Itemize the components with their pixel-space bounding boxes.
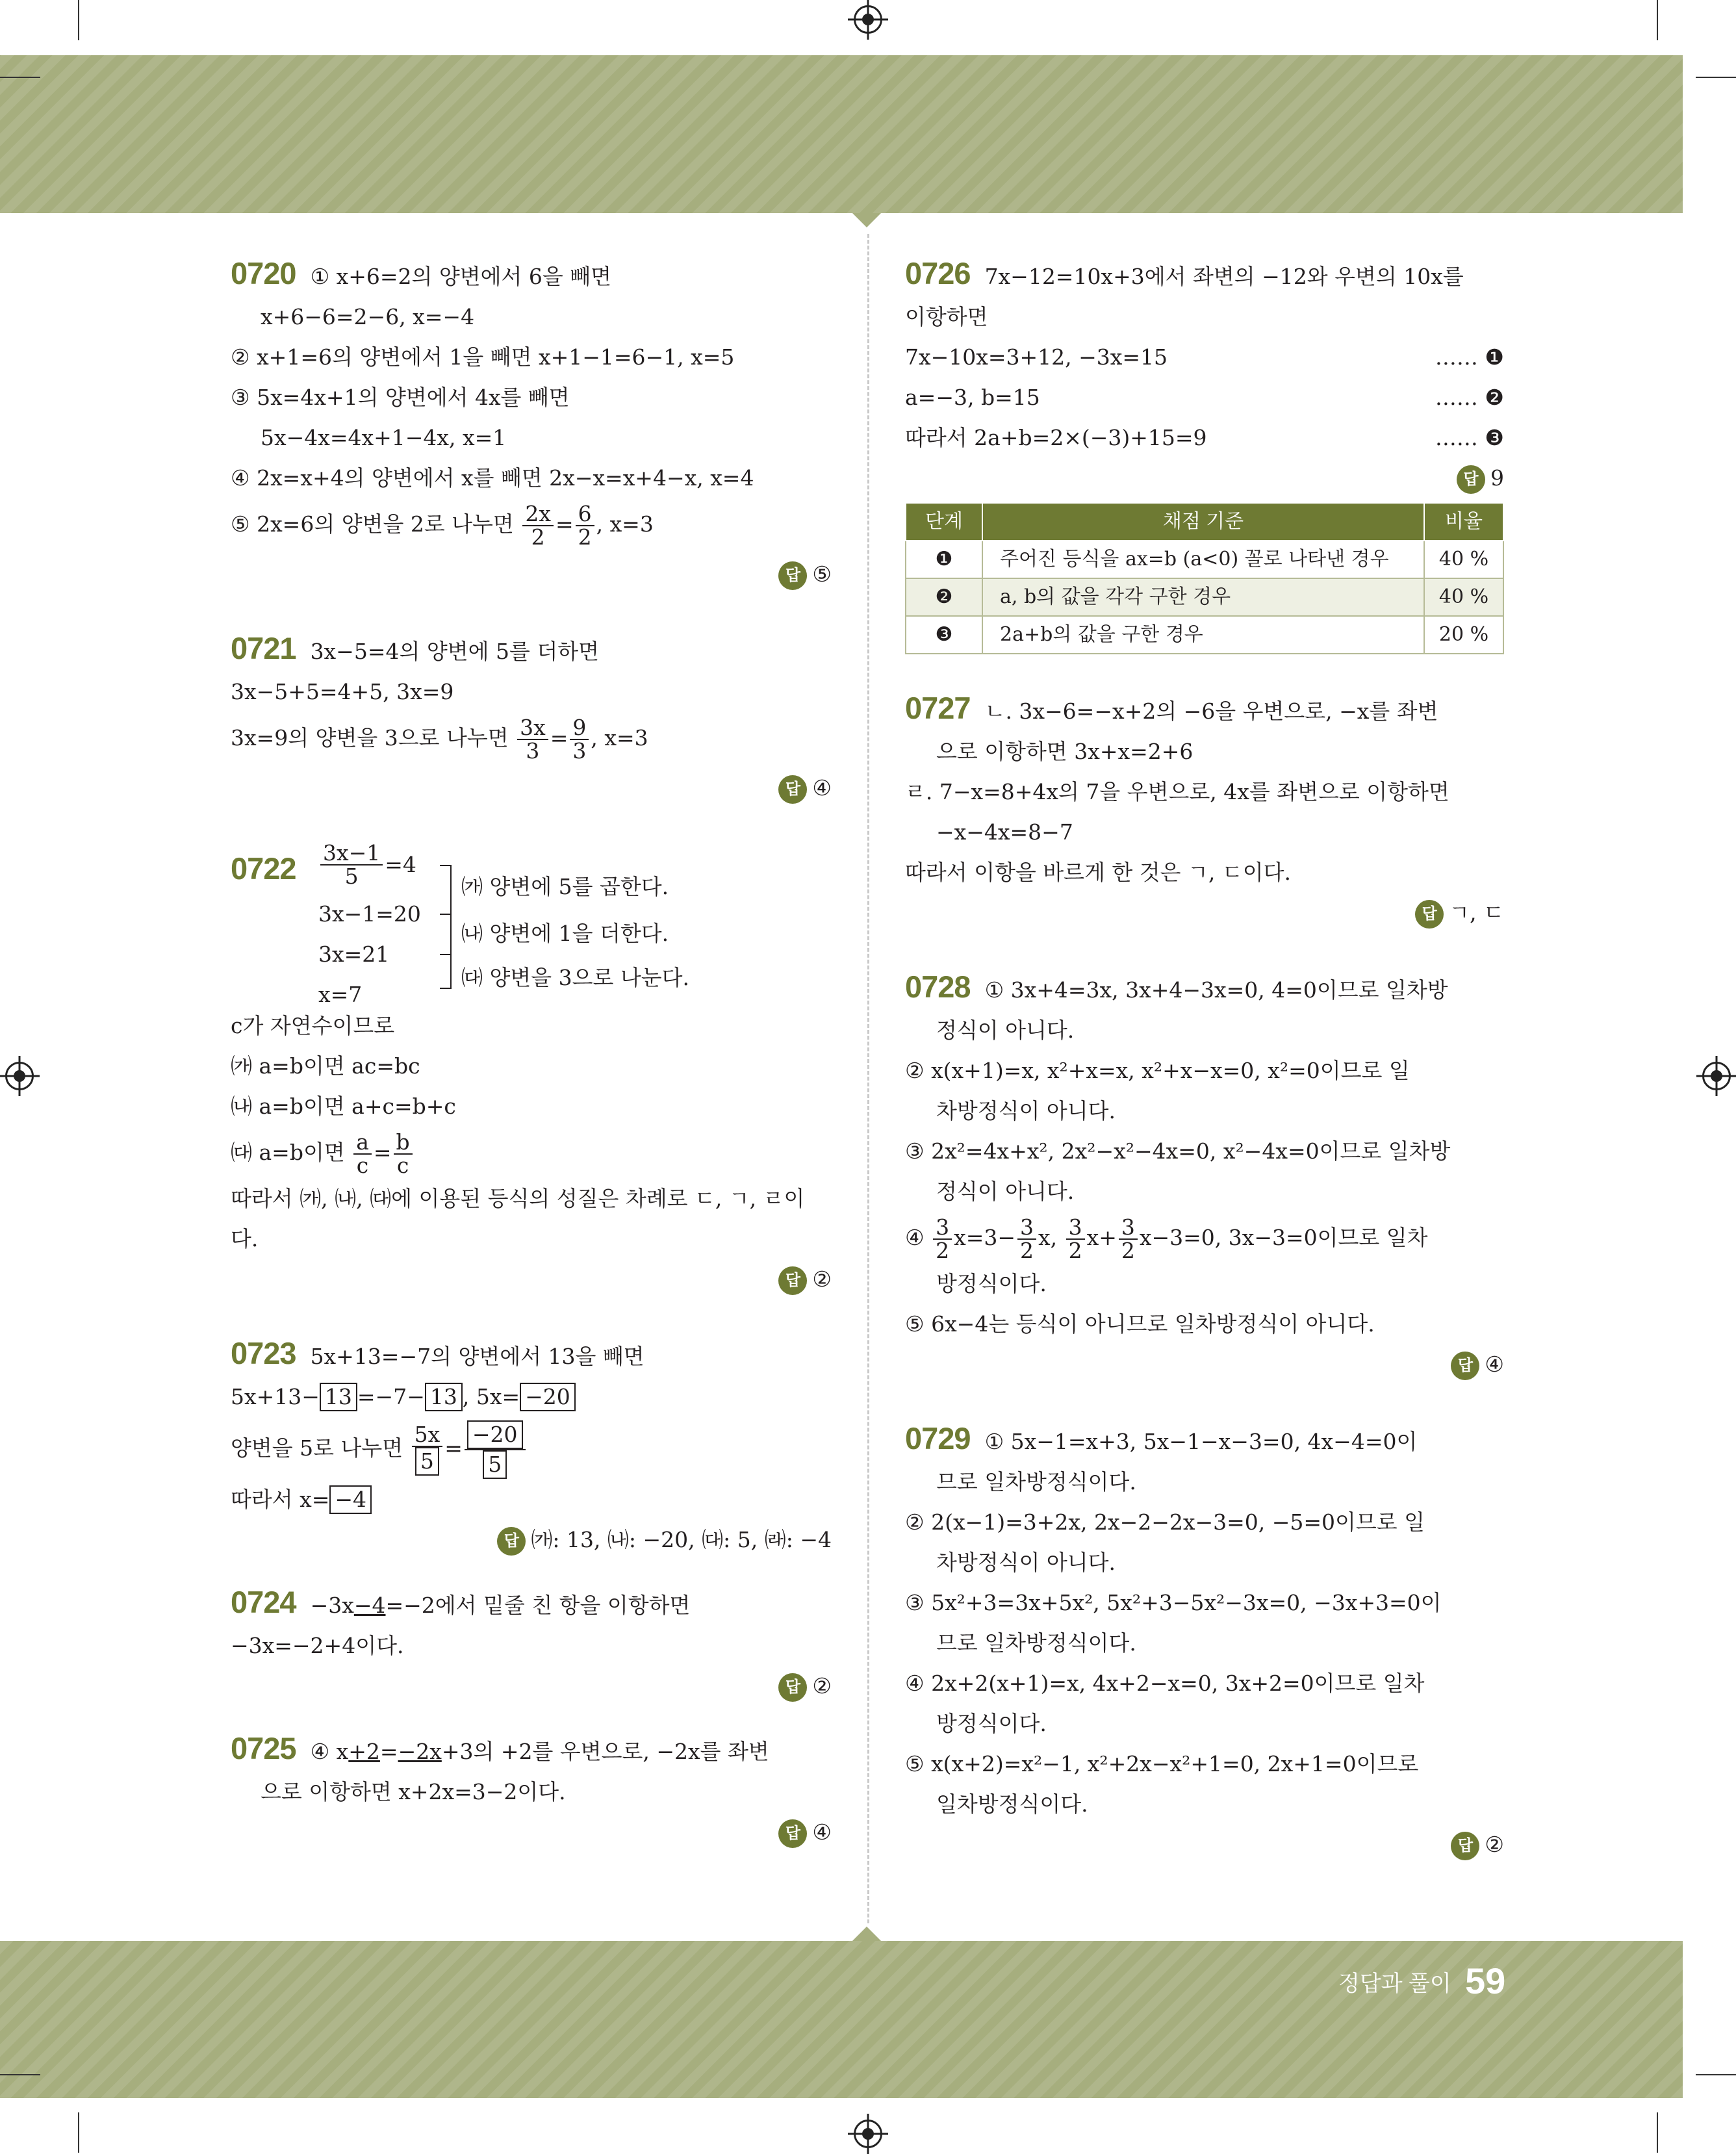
answer-value: ② (1485, 1832, 1504, 1857)
arrow-line (440, 954, 452, 955)
problem-number: 0728 (905, 969, 971, 1004)
solution-line: 3x−5=4의 양변에 5를 더하면 (310, 639, 599, 664)
numerator: 3x (517, 717, 548, 740)
answer-badge-icon: 답 (497, 1527, 526, 1556)
problem-number: 0725 (231, 1731, 296, 1765)
crop-mark (1657, 0, 1658, 40)
table-cell: 40 % (1424, 541, 1503, 578)
denominator: 2 (1121, 1238, 1135, 1263)
solution-line: ④ 2x=x+4의 양변에서 x를 빼면 2x−x=x+4−x, x=4 (231, 465, 754, 491)
numerator: 3 (1119, 1216, 1138, 1240)
problem-number: 0729 (905, 1421, 971, 1455)
solution-line: 차방정식이 아니다. (936, 1098, 1116, 1123)
numerator: 3x−1 (320, 842, 383, 865)
answer-box: 13 (320, 1383, 357, 1411)
solution-line (231, 1377, 832, 1417)
arrow-line (440, 988, 452, 989)
solution-line: 3x−5+5=4+5, 3x=9 (231, 679, 454, 704)
solution-line: ② 2(x−1)=3+2x, 2x−2−2x−3=0, −5=0이므로 일 (905, 1509, 1425, 1535)
answer-badge-icon: 답 (1451, 1832, 1479, 1860)
table-row (906, 616, 1503, 654)
equals-sign: = (373, 1140, 392, 1165)
table-cell: 40 % (1424, 578, 1503, 616)
text: , x=3 (591, 725, 648, 750)
fraction (517, 717, 548, 762)
text: , x=3 (596, 511, 654, 537)
problem-number: 0721 (231, 631, 296, 665)
equals-sign: = (444, 1435, 463, 1461)
answer-value: ④ (1485, 1352, 1504, 1377)
problem-number: 0727 (905, 691, 971, 725)
solution-line: 므로 일차방정식이다. (936, 1469, 1136, 1494)
table-header: 채점 기준 (982, 503, 1424, 541)
solution-line (905, 378, 1504, 418)
fraction (570, 717, 589, 762)
text: , 5x= (462, 1384, 520, 1409)
problem-number: 0720 (231, 256, 296, 290)
text: ⑤ 2x=6의 양변을 2로 나누면 (231, 511, 514, 537)
crop-mark (1696, 2074, 1736, 2075)
registration-mark-icon (5, 1062, 34, 1090)
text: x+ (1086, 1225, 1117, 1250)
answer-badge-icon: 답 (1415, 900, 1444, 929)
table-cell: ❶ (906, 541, 982, 578)
solution-line: −x−4x=8−7 (936, 819, 1073, 845)
answer-value: ⑤ (812, 561, 832, 587)
denominator: 5 (344, 864, 359, 889)
table-row (906, 578, 1503, 616)
crop-mark (0, 2074, 40, 2075)
table-row (906, 541, 1503, 578)
text: 양변을 5로 나누면 (231, 1435, 403, 1461)
numerator: 5x (412, 1424, 443, 1447)
table-cell: 2a+b의 값을 구한 경우 (982, 616, 1424, 654)
grading-table (905, 502, 1504, 654)
registration-mark-icon (1702, 1062, 1731, 1090)
step-marker: …… ❶ (1435, 344, 1504, 370)
denominator: c (396, 1153, 409, 1178)
answer-badge-icon: 답 (1457, 465, 1485, 494)
solution-line: x+6−6=2−6, x=−4 (261, 304, 475, 329)
bottom-band-notch (852, 1927, 881, 1941)
solution-line: ㄴ. 3x−6=−x+2의 −6을 우변으로, −x를 좌변 (984, 699, 1438, 724)
problem-0722 (231, 842, 832, 1300)
problem-number: 0723 (231, 1336, 296, 1370)
numerator: a (353, 1131, 372, 1155)
table-cell: ❸ (906, 616, 982, 654)
table-cell: ❷ (906, 578, 982, 616)
problem-0721 (231, 628, 832, 808)
denominator: 3 (572, 738, 587, 763)
crop-mark (0, 77, 40, 78)
fraction (1017, 1216, 1036, 1262)
answer-box: 5 (415, 1447, 439, 1476)
step-marker: …… ❸ (1435, 425, 1504, 450)
problem-number: 0722 (231, 851, 296, 886)
solution-line (231, 498, 832, 550)
problem-0726 (905, 253, 1504, 654)
answer-badge-icon: 답 (778, 775, 807, 804)
solution-line: ③ 5x²+3=3x+5x², 5x²+3−5x²−3x=0, −3x+3=0이 (905, 1590, 1442, 1615)
fraction (320, 842, 383, 888)
answer-badge-icon: 답 (1451, 1352, 1479, 1380)
answer-box: 13 (425, 1383, 463, 1411)
denominator: 2 (1068, 1238, 1082, 1263)
step-reason: ㈎ 양변에 5를 곱한다. (461, 874, 669, 899)
solution-line: 으로 이항하면 3x+x=2+6 (936, 739, 1194, 764)
denominator (412, 1447, 443, 1476)
answer-value: ㈎: 13, ㈏: −20, ㈐: 5, ㈑: −4 (531, 1527, 832, 1552)
text: x=3− (954, 1225, 1016, 1250)
problem-0720 (231, 253, 832, 595)
table-cell: 주어진 등식을 ax=b (a<0) 꼴로 나타낸 경우 (982, 541, 1424, 578)
solution-line (231, 1480, 832, 1520)
problem-0725 (231, 1728, 832, 1853)
left-column (231, 253, 832, 1853)
numerator: 6 (576, 503, 594, 526)
denominator: 2 (936, 1238, 950, 1263)
fraction (465, 1420, 526, 1479)
fraction (1066, 1216, 1085, 1262)
denominator: 2 (531, 524, 545, 550)
crop-mark (78, 2112, 79, 2153)
crop-mark (1657, 2112, 1658, 2153)
chain-step-1 (318, 842, 416, 888)
solution-line: 정식이 아니다. (936, 1179, 1075, 1204)
solution-line: ③ 2x²=4x+x², 2x²−x²−4x=0, x²−4x=0이므로 일차방 (905, 1138, 1451, 1164)
table-header: 비율 (1424, 503, 1503, 541)
text: ㈐ a=b이면 (231, 1140, 345, 1165)
solution-line: 7x−12=10x+3에서 좌변의 −12와 우변의 10x를 (984, 264, 1464, 289)
answer-value: ④ (812, 775, 832, 801)
table-header: 단계 (906, 503, 982, 541)
table-cell: a, b의 값을 각각 구한 경우 (982, 578, 1424, 616)
fraction (576, 503, 594, 548)
fraction (412, 1424, 443, 1476)
answer-badge-icon: 답 (778, 561, 807, 590)
underlined-term: −2x (398, 1739, 442, 1764)
answer-badge-icon: 답 (778, 1673, 807, 1702)
page-number: 59 (1465, 1960, 1506, 2001)
step-marker: …… ❷ (1435, 385, 1504, 410)
solution-line: ⑤ 6x−4는 등식이 아니므로 일차방정식이 아니다. (905, 1311, 1375, 1337)
denominator (465, 1450, 526, 1479)
text: 따라서 x= (231, 1487, 330, 1512)
answer-value: ④ (812, 1819, 832, 1845)
right-column (905, 253, 1504, 1865)
solution-line (231, 1417, 832, 1480)
text: 3x=9의 양변을 3으로 나누면 (231, 725, 509, 750)
answer-value: 9 (1490, 465, 1504, 491)
solution-line: ① 5x−1=x+3, 5x−1−x−3=0, 4x−4=0이 (984, 1429, 1418, 1454)
solution-line: 차방정식이 아니다. (936, 1550, 1116, 1575)
solution-line: 방정식이다. (936, 1711, 1047, 1736)
answer-badge-icon: 답 (778, 1819, 807, 1848)
problem-0727 (905, 688, 1504, 933)
step-reason: ㈐ 양변을 3으로 나눈다. (461, 965, 689, 990)
solution-line: −3x=−2+4이다. (231, 1633, 404, 1658)
bottom-decorative-band (0, 1941, 1683, 2098)
denominator: 2 (578, 524, 592, 550)
numerator: 3 (933, 1216, 952, 1240)
column-divider (867, 234, 869, 1923)
solution-line: 으로 이항하면 x+2x=3−2이다. (261, 1779, 566, 1804)
text: ④ (905, 1225, 925, 1250)
fraction (522, 503, 554, 548)
problem-0724 (231, 1582, 832, 1706)
text: ④ x (310, 1739, 349, 1764)
registration-mark-icon (854, 2120, 882, 2148)
solution-line: ② x+1=6의 양변에서 1을 빼면 x+1−1=6−1, x=5 (231, 344, 735, 370)
text: 따라서 2a+b=2×(−3)+15=9 (905, 425, 1207, 450)
underlined-term: +2 (348, 1739, 380, 1764)
fraction (1119, 1216, 1138, 1262)
solution-line: 정식이 아니다. (936, 1018, 1075, 1043)
answer-box: 5 (483, 1450, 507, 1479)
text: a=−3, b=15 (905, 385, 1040, 410)
answer-box: −20 (467, 1420, 523, 1449)
solution-line: 다. (231, 1226, 259, 1251)
answer-box: −20 (520, 1383, 576, 1411)
text: +3의 +2를 우변으로, −2x를 좌변 (441, 1739, 769, 1764)
solution-line: 이항하면 (905, 304, 988, 329)
denominator: 3 (526, 738, 540, 763)
solution-line: ② x(x+1)=x, x²+x=x, x²+x−x=0, x²=0이므로 일 (905, 1058, 1410, 1083)
solution-line (231, 712, 832, 764)
solution-line: ㈏ a=b이면 a+c=b+c (231, 1094, 456, 1119)
fraction (933, 1216, 952, 1262)
problem-0723 (231, 1333, 832, 1560)
text: =4 (385, 852, 416, 877)
table-header-row (906, 503, 1503, 541)
text: −3x (310, 1593, 354, 1618)
underlined-term: −4 (353, 1593, 386, 1618)
crop-mark (1696, 77, 1736, 78)
solution-line: ④ 2x+2(x+1)=x, 4x+2−x=0, 3x+2=0이므로 일차 (905, 1671, 1425, 1696)
answer-badge-icon: 답 (778, 1266, 807, 1295)
solution-line: 므로 일차방정식이다. (936, 1630, 1136, 1656)
solution-line (231, 1127, 832, 1179)
numerator (465, 1420, 526, 1450)
fraction (394, 1131, 413, 1177)
solution-line (905, 1212, 1504, 1264)
solution-line: ③ 5x=4x+1의 양변에서 4x를 빼면 (231, 385, 570, 410)
solution-line: ㈎ a=b이면 ac=bc (231, 1053, 420, 1079)
step-reason: ㈏ 양변에 1을 더한다. (461, 921, 669, 946)
chain-step-4: x=7 (318, 982, 363, 1007)
solution-line: ㄹ. 7−x=8+4x의 7을 우변으로, 4x를 좌변으로 이항하면 (905, 779, 1449, 804)
solution-line (905, 337, 1504, 378)
solution-line: 방정식이다. (936, 1271, 1047, 1296)
text: x, (1038, 1225, 1058, 1250)
crop-mark (78, 0, 79, 40)
solution-line: 일차방정식이다. (936, 1791, 1088, 1817)
equals-sign: = (550, 725, 568, 750)
fraction (353, 1131, 372, 1177)
solution-line: ① x+6=2의 양변에서 6을 빼면 (310, 264, 612, 289)
text: 7x−10x=3+12, −3x=15 (905, 344, 1168, 370)
chain-step-3: 3x=21 (318, 942, 390, 967)
problem-number: 0726 (905, 256, 971, 290)
text: 5x+13− (231, 1384, 320, 1409)
solution-line: 따라서 ㈎, ㈏, ㈐에 이용된 등식의 성질은 차례로 ㄷ, ㄱ, ㄹ이 (231, 1186, 805, 1211)
numerator: b (394, 1131, 413, 1155)
denominator: 2 (1020, 1238, 1034, 1263)
footer-section-label: 정답과 풀이 (1338, 1971, 1451, 1996)
numerator: 3 (1017, 1216, 1036, 1240)
answer-value: ② (812, 1673, 832, 1699)
text: x−3=0, 3x−3=0이므로 일차 (1139, 1225, 1428, 1250)
arrow-line (440, 914, 452, 915)
problem-number: 0724 (231, 1585, 296, 1619)
top-band-notch (852, 213, 881, 227)
text: = (379, 1739, 398, 1764)
denominator: c (356, 1153, 369, 1178)
answer-box: −4 (329, 1485, 372, 1514)
equals-sign: = (555, 511, 574, 537)
problem-0729 (905, 1418, 1504, 1865)
text: =−7− (357, 1384, 425, 1409)
answer-value: ㄱ, ㄷ (1449, 900, 1504, 925)
problem-0728 (905, 967, 1504, 1385)
text: =−2에서 밑줄 친 항을 이항하면 (385, 1593, 691, 1618)
numerator: 2x (522, 503, 554, 526)
solution-line: ① 3x+4=3x, 3x+4−3x=0, 4=0이므로 일차방 (984, 977, 1448, 1003)
bracket-line (450, 865, 452, 988)
top-decorative-band (0, 55, 1683, 213)
solution-line: 5x+13=−7의 양변에서 13을 빼면 (310, 1344, 645, 1369)
numerator: 3 (1066, 1216, 1085, 1240)
solution-line: 5x−4x=4x+1−4x, x=1 (261, 425, 507, 450)
table-cell: 20 % (1424, 616, 1503, 654)
answer-value: ② (812, 1266, 832, 1292)
solution-line: c가 자연수이므로 (231, 1013, 395, 1038)
numerator: 9 (570, 717, 589, 740)
solution-line: 따라서 이항을 바르게 한 것은 ㄱ, ㄷ이다. (905, 860, 1291, 885)
solution-line: ⑤ x(x+2)=x²−1, x²+2x−x²+1=0, 2x+1=0이므로 (905, 1751, 1419, 1776)
solution-line (905, 418, 1504, 458)
equation-chain (231, 842, 832, 1006)
chain-step-2: 3x−1=20 (318, 901, 421, 927)
registration-mark-icon (854, 5, 882, 34)
